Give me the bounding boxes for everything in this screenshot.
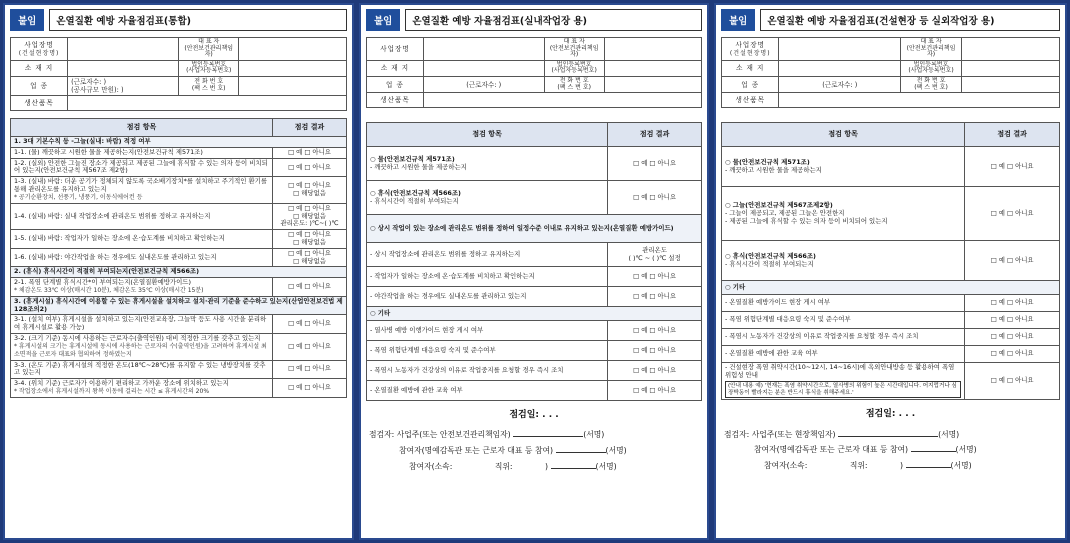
result-night-work[interactable]: □ 예 □ 아니요 <box>608 287 702 307</box>
signature-inspector[interactable]: 점검자: 사업주(또는 안전보건관리책임자) (서명) <box>369 430 605 440</box>
rep-value <box>239 38 347 61</box>
item-guide-posted: - 온열질환 예방가이드 현장 게시 여부 <box>722 295 965 312</box>
panel-header <box>716 5 1065 31</box>
industry-value: (근로자수: ) <box>423 76 544 92</box>
signature-participant-2[interactable]: 참여자(소속: 직위: ) (서명) <box>409 461 617 471</box>
result-guide-posted[interactable]: □ 예 □ 아니요 <box>965 295 1060 312</box>
result-3-3[interactable]: □ 예 □ 아니요 <box>273 360 347 379</box>
item-3-2: 3-2. (크기 기준) 동시에 사용하는 근로자수(출역인원) 대비 적정한 크기를 갖추고 있는지 * 휴게시설의 크기는 휴게시설에 동시에 사용하는 근로자의 수(출역인원)을 고려하여 휴게시설 최소면적을 근로자 대표와 협의하여 정하였는지 <box>11 334 273 360</box>
corp-no-value <box>961 60 1059 76</box>
item-work-stop: - 폭염시 노동자가 건강상의 이유로 작업중지를 요청할 경우 즉시 조치 <box>722 329 965 346</box>
col-result-header: 점검 결과 <box>608 123 702 147</box>
industry-value: (근로자수: ) (공사규모 만원): ) <box>68 76 179 95</box>
form-title: 온열질환 예방 자율점검표(통합) <box>49 9 347 31</box>
item-night-work: - 야간작업을 하는 경우에도 실내온도를 관리하고 있는지 <box>367 287 608 307</box>
result-thermometer[interactable]: □ 예 □ 아니요 <box>608 267 702 287</box>
item-education: - 온열질환 예방에 관한 교육 여부 <box>367 381 608 401</box>
signature-participant-1[interactable]: 참여자(명예감독관 또는 근로자 대표 등 참여) (서명) <box>754 445 977 455</box>
company-name-label: 사업장명 (건설현장명) <box>722 38 779 61</box>
item-1-1: 1-1. (물) 깨끗하고 시원한 물을 제공하는지(안전보건규칙 제571조) <box>11 147 273 158</box>
section-2: 2. (휴식) 휴식시간이 적절히 부여되는지(안전보건규칙 제566조) <box>11 267 347 278</box>
result-water[interactable]: □ 예 □ 아니요 <box>965 147 1060 187</box>
result-1-3[interactable]: □ 예 □ 아니요 □ 해당없음 <box>273 177 347 203</box>
company-name-value <box>68 38 179 61</box>
result-3-2[interactable]: □ 예 □ 아니요 <box>273 334 347 360</box>
company-name-label: 사업장명 <box>367 38 424 61</box>
rep-label: 대 표 자 (안전보건관리책임자) <box>178 38 238 61</box>
result-rest[interactable]: □ 예 □ 아니요 <box>965 241 1060 281</box>
section-temperature: ○ 상시 작업이 있는 장소에 관리온도 범위를 정하여 일정수준 이내로 유지하고 있는지(온열질환 예방가이드) <box>367 215 702 243</box>
phone-label: 전 화 번 호 (팩 스 번 호) <box>901 76 962 92</box>
corp-no-label: 법인등록번호 (사업자등록번호) <box>178 60 238 76</box>
corp-no-value <box>604 60 701 76</box>
panel-header <box>5 5 352 31</box>
item-3-3: 3-3. (온도 기준) 휴게시설의 적정한 온도(18℃~28℃)를 유지할 수 있는 냉방장치를 갖추고 있는지 <box>11 360 273 379</box>
item-1-6: 1-6. (실내) 바람: 야간작업을 하는 경우에도 실내온도를 관리하고 있는지 <box>11 248 273 267</box>
address-value <box>423 60 544 76</box>
col-item-header: 점검 항목 <box>722 123 965 147</box>
checklist-integrated <box>3 3 354 540</box>
product-label: 생산품목 <box>11 96 68 111</box>
item-1-4: 1-4. (실내) 바람: 실내 작업장소에 관리온도 범위를 정하고 유지하는지 <box>11 203 273 229</box>
corp-no-label: 법인등록번호 (사업자등록번호) <box>901 60 962 76</box>
address-label: 소 재 지 <box>722 60 779 76</box>
result-heat-response[interactable]: □ 예 □ 아니요 <box>608 341 702 361</box>
phone-label: 전 화 번 호 (팩 스 번 호) <box>544 76 604 92</box>
form-title: 온열질환 예방 자율점검표(건설현장 등 실외작업장 용) <box>760 9 1060 31</box>
phone-label: 전 화 번 호 (팩 스 번 호) <box>178 76 238 95</box>
section-3: 3. (휴게시설) 휴식시간에 이용할 수 있는 휴게시설을 설치하고 설치·관리 기준을 준수하고 있는지(산업안전보건법 제128조의2) <box>11 296 347 315</box>
section-other: ○ 기타 <box>367 307 702 321</box>
industry-label: 업 종 <box>11 76 68 95</box>
corp-no-value <box>239 60 347 76</box>
phone-value <box>961 76 1059 92</box>
signature-participant-2[interactable]: 참여자(소속: 직위: ) (서명) <box>764 461 972 471</box>
signature-participant-1[interactable]: 참여자(명예감독관 또는 근로자 대표 등 참여) (서명) <box>399 446 627 456</box>
result-2-1[interactable]: □ 예 □ 아니요 <box>273 278 347 297</box>
attachment-badge: 붙임 <box>721 9 755 31</box>
product-value <box>68 96 347 111</box>
checklist-indoor <box>359 3 709 540</box>
result-heat-response[interactable]: □ 예 □ 아니요 <box>965 312 1060 329</box>
item-temp-range: - 상시 작업장소에 관리온도 범위를 정하고 유지하는지 <box>367 243 608 267</box>
item-shade: ○ 그늘(안전보건규칙 제567조제2항) - 그늘이 제공되고, 제공된 그늘은 안전한지 - 제공된 그늘에 휴식할 수 있는 의자 등이 비치되어 있는지 <box>722 187 965 241</box>
item-heat-response: - 폭염 위험단계별 대응요령 숙지 및 준수여부 <box>722 312 965 329</box>
industry-label: 업 종 <box>367 76 424 92</box>
section-other: ○ 기타 <box>722 281 1060 295</box>
item-thermometer: - 작업자가 일하는 장소에 온·습도계를 비치하고 확인하는지 <box>367 267 608 287</box>
item-water: ○ 물(안전보건규칙 제571조) - 깨끗하고 시원한 물을 제공하는지 <box>367 147 608 181</box>
item-rest: ○ 휴식(안전보건규칙 제566조) - 휴식시간이 적절히 부여되는지 <box>367 181 608 215</box>
result-1-6[interactable]: □ 예 □ 아니요 □ 해당없음 <box>273 248 347 267</box>
item-broadcast: - 건설현장 폭염 취약시간(10~12시, 14~16시)에 옥외안내방송 등 활용하여 폭염 위험성 안내 (안내 내용 예) '현재는 폭염 취약시간으로, 열사병의 위험이 높은 시간대입니다. 어지럽거나 심장박동이 빨라지는 분은 반드시 휴식을 취해주세요.' <box>722 363 965 400</box>
col-item-header: 점검 항목 <box>367 123 608 147</box>
product-label: 생산품목 <box>367 93 424 108</box>
result-3-1[interactable]: □ 예 □ 아니요 <box>273 315 347 334</box>
item-rest: ○ 휴식(안전보건규칙 제566조) - 휴식시간이 적절히 부여되는지 <box>722 241 965 281</box>
check-date: 점검일: . . . <box>865 409 916 420</box>
attachment-badge: 붙임 <box>366 9 400 31</box>
panel-header <box>361 5 707 31</box>
result-1-5[interactable]: □ 예 □ 아니요 □ 해당없음 <box>273 230 347 249</box>
section-1: 1. 3대 기본수칙 등 -그늘(실내: 바람) 적정 여부 <box>11 137 347 148</box>
corp-no-label: 법인등록번호 (사업자등록번호) <box>544 60 604 76</box>
item-education: - 온열질환 예방에 관한 교육 여부 <box>722 346 965 363</box>
signature-area <box>361 410 707 471</box>
company-name-label: 사업장명 (건설현장명) <box>11 38 68 61</box>
address-value <box>68 60 179 76</box>
result-broadcast[interactable]: □ 예 □ 아니요 <box>965 363 1060 400</box>
item-work-stop: - 폭염시 노동자가 건강상의 이유로 작업중지를 요청할 경우 즉시 조치 <box>367 361 608 381</box>
item-1-3: 1-3. (실내) 바람: 더운 공기가 정체되지 않도록 국소배기장치*를 설치하고 주기적인 환기를 통해 관리온도를 유지하고 있는지 * 공기순환장치, 선풍기, 냉풍기, 이동식에어컨 등 <box>11 177 273 203</box>
phone-value <box>239 76 347 95</box>
check-table <box>721 122 1060 400</box>
result-1-1[interactable]: □ 예 □ 아니요 <box>273 147 347 158</box>
address-value <box>779 60 901 76</box>
rep-label: 대 표 자 (안전보건관리책임자) <box>901 38 962 61</box>
result-work-stop[interactable]: □ 예 □ 아니요 <box>965 329 1060 346</box>
result-work-stop[interactable]: □ 예 □ 아니요 <box>608 361 702 381</box>
col-result-header: 점검 결과 <box>273 119 347 137</box>
item-2-1: 2-1. 폭염 단계별 휴식시간*이 부여되는지(온열질환예방가이드) * 체감온도 33℃ 이상(매시간 10분), 체감온도 35℃ 이상(매시간 15분) <box>11 278 273 297</box>
item-1-5: 1-5. (실내) 바람: 작업자가 일하는 장소에 온·습도계를 비치하고 확인하는지 <box>11 230 273 249</box>
phone-value <box>604 76 701 92</box>
checklist-outdoor <box>714 3 1067 540</box>
company-info-table <box>721 37 1060 108</box>
item-3-1: 3-1. (설치 여부) 휴게시설을 설치하고 있는지(안전교육장, 그늘막 등도 사용 시간을 분리하여 휴게시설로 활용 가능) <box>11 315 273 334</box>
check-table <box>366 122 702 401</box>
result-education[interactable]: □ 예 □ 아니요 <box>608 381 702 401</box>
form-title: 온열질환 예방 자율점검표(실내작업장 용) <box>405 9 702 31</box>
signature-inspector[interactable]: 점검자: 사업주(또는 현장책임자) (서명) <box>724 429 960 439</box>
address-label: 소 재 지 <box>367 60 424 76</box>
col-result-header: 점검 결과 <box>965 123 1060 147</box>
company-name-value <box>423 38 544 61</box>
attachment-badge: 붙임 <box>10 9 44 31</box>
result-rest[interactable]: □ 예 □ 아니요 <box>608 181 702 215</box>
result-temp-range[interactable]: 관리온도 ( )℃ ~ ( )℃ 설정 <box>608 243 702 267</box>
col-item-header: 점검 항목 <box>11 119 273 137</box>
signature-area <box>716 409 1065 470</box>
result-1-2[interactable]: □ 예 □ 아니요 <box>273 158 347 177</box>
result-shade[interactable]: □ 예 □ 아니요 <box>965 187 1060 241</box>
result-water[interactable]: □ 예 □ 아니요 <box>608 147 702 181</box>
address-label: 소 재 지 <box>11 60 68 76</box>
industry-value: (근로자수: ) <box>779 76 901 92</box>
item-water: ○ 물(안전보건규칙 제571조) - 깨끗하고 시원한 물을 제공하는지 <box>722 147 965 187</box>
company-info-table <box>366 37 702 108</box>
product-value <box>423 93 701 108</box>
item-1-2: 1-2. (실외) 안전한 그늘진 장소가 제공되고 제공된 그늘에 휴식할 수 있는 의자 등이 비치되어 있는지(안전보건규칙 제567조 제2항) <box>11 158 273 177</box>
industry-label: 업 종 <box>722 76 779 92</box>
product-label: 생산품목 <box>722 93 779 108</box>
rep-value <box>604 38 701 61</box>
check-date: 점검일: . . . <box>509 410 559 421</box>
result-1-4[interactable]: □ 예 □ 아니요 □ 해당없음 관리온도: )℃~( )℃ <box>273 203 347 229</box>
item-heat-response: - 폭염 위험단계별 대응요령 숙지 및 준수여부 <box>367 341 608 361</box>
rep-label: 대 표 자 (안전보건관리책임자) <box>544 38 604 61</box>
company-name-value <box>779 38 901 61</box>
result-education[interactable]: □ 예 □ 아니요 <box>965 346 1060 363</box>
check-table <box>10 118 347 398</box>
rep-value <box>961 38 1059 61</box>
company-info-table <box>10 37 347 111</box>
result-guide-posted[interactable]: □ 예 □ 아니요 <box>608 321 702 341</box>
item-guide-posted: - 열사병 예방 이행가이드 현장 게시 여부 <box>367 321 608 341</box>
product-value <box>779 93 1060 108</box>
item-3-4: 3-4. (위치 기준) 근로자가 이용하기 편리하고 가까운 장소에 위치하고 있는지 * 작업장소에서 휴게시설까지 왕복 이동에 걸리는 시간 ≤ 휴게시간의 20% <box>11 379 273 398</box>
result-3-4[interactable]: □ 예 □ 아니요 <box>273 379 347 398</box>
